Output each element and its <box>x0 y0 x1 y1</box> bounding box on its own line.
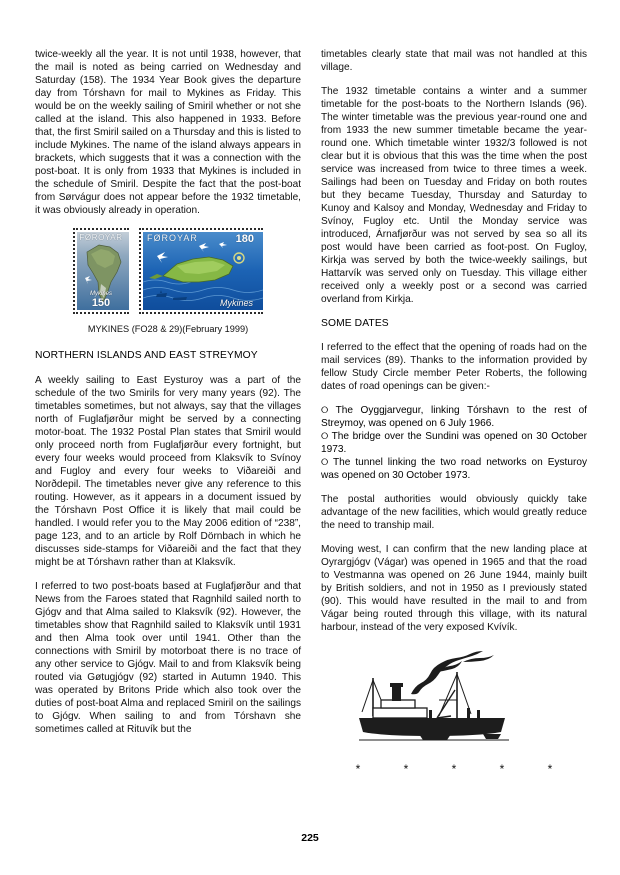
road-openings-list <box>321 404 587 482</box>
section-heading-northern-islands: NORTHERN ISLANDS AND EAST STREYMOY <box>35 350 258 361</box>
steamship-illustration-icon <box>359 650 549 745</box>
paragraph: I referred to two post-boats based at Fuglafjørður and that News from the Faroes stated that Ragnhild sailed north to Gjógv and that Alma sailed to Klaksvík (92). However, the timetables show that Ragnhild sailed to Klaksvík until 1931 and then Alma took over until 1941. Other than the connections with Smiril by motorboat there is no trace of any other service to Gjógv. Mail to and from Klaksvík being routed via Gøtugjógv (92) started in Autumn 1940. This was operated by Britons Pride which also took over the duties of post-boat Alma and replaced Smiril on the sailings to Gjógv. When sailing to and from Tórshavn she sometimes called at Rituvík but the <box>35 581 301 735</box>
stamp-island-label: Mykines <box>219 298 253 308</box>
stamps-figure <box>35 228 301 335</box>
list-item <box>321 404 587 430</box>
two-column-layout <box>35 48 587 776</box>
stamp-value-label: 180 <box>235 233 254 245</box>
stamp-fo28 <box>73 228 129 314</box>
stamp-country-label: FØROYAR <box>79 233 123 242</box>
paragraph: The 1932 timetable contains a winter and a summer timetable for the post-boats to the Northern Islands (96). The winter timetable was the previous year-round one and from 1933 the new summer timetable became the year-round one. Which timetable winter 1932/3 followed is not clear but it is obvious that this was the time when the post service was increased from twice to three times a week. Sailings had been on Tuesday and Friday on both routes but they became Tuesday, Thursday and Saturday to Kunoy and Kalsoy and Monday, Wednesday and Friday to Svínoy, Fugloy etc. Until the Monday service was introduced, Árnafjørður was not served by sea so all its post would have been carried as foot-post. On Fugloy, Kirkja was served by both the twice-weekly sailings, but Hattarvík was served only on Tuesday. This village either received only a weekly post or a second was carried overland from Kirkja. <box>321 86 587 305</box>
stamp-value-label: 150 <box>91 297 111 309</box>
stamp-fo29 <box>139 228 263 314</box>
stamp-country-label: FØROYAR <box>147 233 198 243</box>
list-item <box>321 456 587 482</box>
section-heading-some-dates: SOME DATES <box>321 318 389 329</box>
page-number: 225 <box>301 832 319 844</box>
open-circle-bullet-icon: ⭘ <box>321 431 329 441</box>
paragraph: The postal authorities would obviously quickly take advantage of the new facilities, which would greatly reduce the need to tranship mail. <box>321 494 587 531</box>
paragraph: A weekly sailing to East Eysturoy was a part of the schedule of the two Smirils for very many years (92). The timetables sometimes, but not always, say that the villages north of Fuglafjørður might be served by a connecting motor-boat. The 1932 Postal Plan states that Smiril would only proceed north from Fuglafjørður every fortnight, but every four weeks would proceed from Klaksvík to Svínoy and Fugloy and every four weeks to Viðareiði and Norðdepil. The timetables never give any reference to this routing. However, as it appears in a document issued by the Tórshavn Post Office it is likely that mail could be handled. I would refer you to the May 2006 edition of “238”, page 123, and to an article by Rolf Dörnbach in which he discusses side-stamps for Viðareiði and the fact that they might be at Tórshavn rather than at Klaksvík. <box>35 375 301 568</box>
right-column <box>321 48 587 776</box>
left-column <box>35 48 301 776</box>
paragraph: Moving west, I can confirm that the new landing place at Oyrargjógv (Vágar) was opened in 1965 and that the road to Vestmanna was opened on 26 June 1944, mainly built by British soldiers, and not in 1950 as I previously stated (90). This would have resulted in the mail to and from Vágar being routed through this village, with its natural harbour, instead of the very exposed Kvívík. <box>321 544 587 633</box>
open-circle-bullet-icon: ⭘ <box>321 405 329 415</box>
stamps-row <box>35 228 301 314</box>
open-circle-bullet-icon: ⭘ <box>321 457 329 467</box>
paragraph: I referred to the effect that the opening of roads had on the mail services (89). Thanks to the information provided by fellow Study Circle member Peter Roberts, the following dates of road openings can be given:- <box>321 342 587 392</box>
list-item-label: The tunnel linking the two road networks on Eysturoy was opened on 30 October 1973. <box>321 457 587 481</box>
section-separator-asterisks: * * * * * <box>355 762 573 776</box>
list-item <box>321 430 587 456</box>
paragraph: twice-weekly all the year. It is not until 1938, however, that the mail is noted as being carried on Wednesday and Saturday (158). The 1934 Year Book gives the departure day from Tórshavn for mail to Mykines as Friday. This would be on the weekly sailing of Smiril whether or not she called at the island. This also happened in 1933. Before that, the first Smiril sailed on a Thursday and this is listed to include Mykines. The name of the island always appears in brackets, which suggests that it was a connection with the post-boat. It is only from 1933 that Mykines is included in the schedule of Smiril. Despite the fact that the post-boat from Sørvágur does not appear before the 1932 timetable, it was obviously already in operation. <box>35 49 301 216</box>
paragraph: timetables clearly state that mail was not handled at this village. <box>321 49 587 73</box>
list-item-label: The Oyggjarvegur, linking Tórshavn to the rest of Streymoy, was opened on 6 July 1966. <box>321 405 587 429</box>
stamp-island-label: Mykines <box>89 291 112 297</box>
list-item-label: The bridge over the Sundini was opened on 30 October 1973. <box>321 431 587 455</box>
steamship-figure <box>321 650 587 776</box>
figure-caption: MYKINES (FO28 & 29)(February 1999) <box>87 324 249 334</box>
